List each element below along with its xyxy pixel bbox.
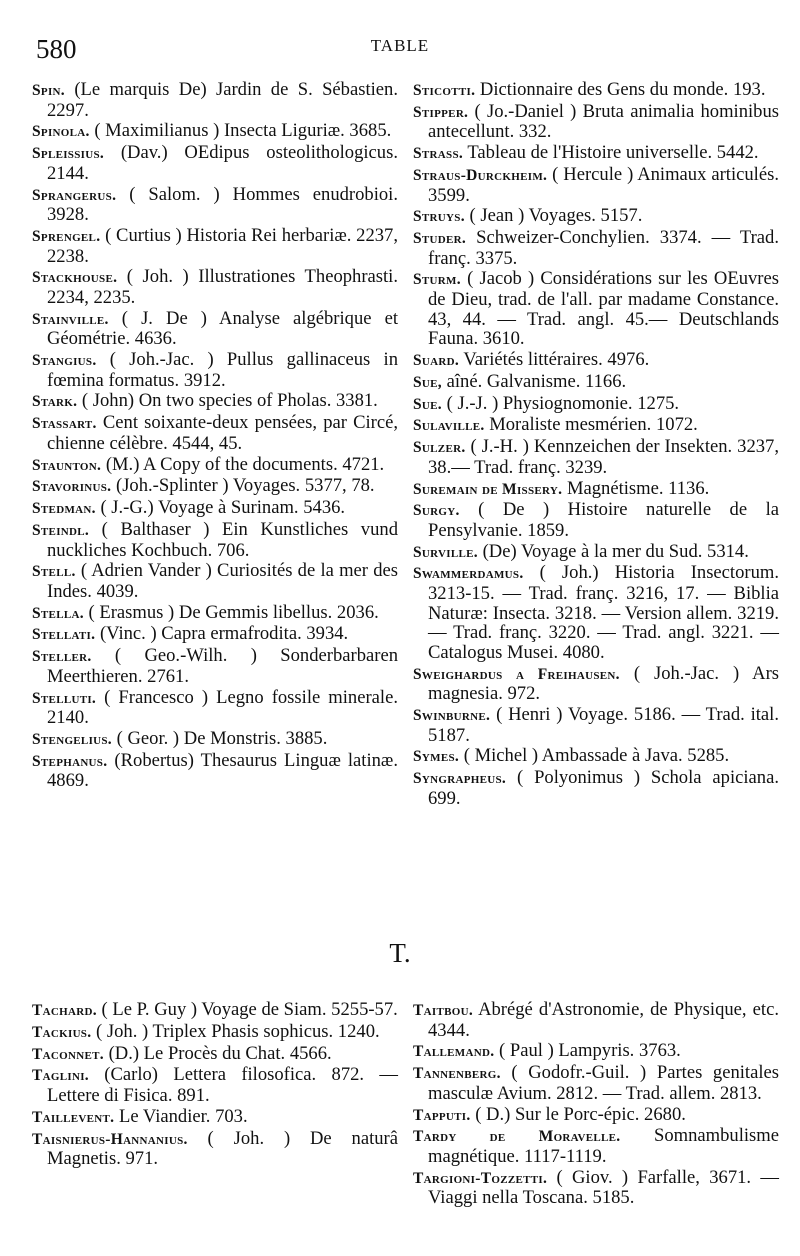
entry-headword: Tapputi. bbox=[413, 1106, 471, 1124]
entry-headword: Tachard. bbox=[32, 1002, 97, 1019]
column-bottom-left bbox=[32, 1000, 398, 1170]
index-entry bbox=[32, 185, 398, 225]
entry-text: ( Le P. Guy ) Voyage de Siam. 5255-57. bbox=[96, 999, 398, 1020]
entry-text: ( Curtius ) Historia Rei herbariæ. 2237, 2238. bbox=[47, 224, 398, 267]
index-entry bbox=[413, 563, 779, 662]
entry-headword: Steindl. bbox=[32, 521, 90, 539]
entry-headword: Sturm. bbox=[413, 271, 461, 289]
entry-text: ( Jean ) Voyages. 5157. bbox=[464, 205, 643, 227]
index-entry bbox=[32, 1129, 398, 1169]
entry-headword: Stackhouse. bbox=[32, 269, 118, 287]
entry-text: ( Joh. ) Triplex Phasis sophicus. 1240. bbox=[91, 1020, 380, 1042]
index-entry bbox=[413, 500, 779, 540]
entry-text: ( Giov. ) Farfalle, 3671. — Viaggi nella Toscana. 5185. bbox=[428, 1166, 779, 1209]
entry-text: ( Henri ) Voyage. 5186. — Trad. ital. 5187. bbox=[428, 704, 779, 746]
index-entry bbox=[413, 437, 779, 477]
entry-headword: Tackius. bbox=[32, 1023, 92, 1041]
index-entry bbox=[413, 746, 779, 767]
index-entry bbox=[413, 1000, 779, 1040]
entry-headword: Stellati. bbox=[32, 626, 96, 644]
index-entry bbox=[413, 206, 779, 227]
index-entry bbox=[32, 646, 398, 686]
index-entry bbox=[32, 267, 398, 307]
index-entry bbox=[32, 455, 398, 476]
entry-text: ( Jacob ) Considérations sur les OEuvres de Dieu, trad. de l'all. par madame Constance. 43, 44. — Trad. angl. 45.— Deutschlands Fauna. 3610. bbox=[428, 268, 779, 350]
entry-headword: Sulaville. bbox=[413, 417, 485, 435]
entry-text: ( Michel ) Ambassade à Java. 5285. bbox=[459, 745, 730, 767]
entry-text: ( Paul ) Lampyris. 3763. bbox=[494, 1040, 681, 1062]
entry-headword: Stelluti. bbox=[32, 689, 97, 707]
entry-text: ( Joh. ) De naturâ Magnetis. 971. bbox=[47, 1127, 398, 1170]
entry-text: ( Adrien Vander ) Curiosités de la mer des Indes. 4039. bbox=[47, 560, 398, 602]
entry-text: (Dav.) OEdipus osteolithologicus. 2144. bbox=[47, 142, 398, 184]
entry-headword: Taitbou. bbox=[413, 1002, 474, 1019]
index-entry bbox=[413, 1063, 779, 1103]
entry-text: ( Geo.-Wilh. ) Sonderbarbaren Meerthieren. 2761. bbox=[47, 645, 398, 687]
entry-text: Dictionnaire des Gens du monde. 193. bbox=[475, 79, 766, 100]
column-bottom-right bbox=[413, 1000, 779, 1209]
index-entry bbox=[413, 165, 779, 205]
entry-headword: Surville. bbox=[413, 543, 478, 561]
entry-text: (Le marquis De) Jardin de S. Sébastien. 2297. bbox=[47, 79, 398, 121]
index-entry bbox=[32, 1065, 398, 1105]
entry-text: Tableau de l'Histoire universelle. 5442. bbox=[463, 142, 759, 164]
index-entry bbox=[32, 729, 398, 750]
entry-text: ( Joh.-Jac. ) Ars magnesia. 972. bbox=[428, 662, 780, 705]
entry-headword: Stella. bbox=[32, 604, 84, 622]
index-entry bbox=[413, 372, 779, 393]
entry-text: ( Balthaser ) Ein Kunstliches vund nuckliches Kochbuch. 706. bbox=[47, 518, 398, 561]
index-entry bbox=[32, 413, 398, 453]
index-entry bbox=[32, 1107, 398, 1128]
index-entry bbox=[413, 542, 779, 563]
entry-headword: Swammerdamus. bbox=[413, 565, 524, 583]
entry-text: Variétés littéraires. 4976. bbox=[459, 349, 650, 371]
entry-headword: Strass. bbox=[413, 145, 464, 163]
index-entry bbox=[32, 624, 398, 645]
entry-headword: Symes. bbox=[413, 748, 460, 766]
index-entry bbox=[413, 415, 779, 436]
entry-text: Abrégé d'Astronomie, de Physique, etc. 4344. bbox=[428, 999, 779, 1041]
index-entry bbox=[32, 350, 398, 390]
entry-text: (Vinc. ) Capra ermafrodita. 3934. bbox=[95, 623, 349, 645]
index-entry bbox=[32, 1000, 398, 1021]
entry-headword: Stainville. bbox=[32, 310, 109, 328]
entry-text: Somnambulisme magnétique. 1117-1119. bbox=[428, 1125, 780, 1167]
index-entry bbox=[32, 1022, 398, 1043]
entry-headword: Stell. bbox=[32, 563, 76, 581]
index-entry bbox=[32, 751, 398, 791]
entry-headword: Staunton. bbox=[32, 456, 102, 474]
index-entry bbox=[32, 391, 398, 412]
entry-headword: Spinola. bbox=[32, 123, 90, 141]
index-entry bbox=[32, 688, 398, 728]
entry-text: ( J.-H. ) Kennzeichen der Insekten. 3237, 38.— Trad. franç. 3239. bbox=[428, 436, 779, 478]
entry-headword: Spleissius. bbox=[32, 145, 105, 163]
index-entry bbox=[32, 498, 398, 519]
entry-headword: Surgy. bbox=[413, 502, 460, 520]
entry-text: ( Polyonimus ) Schola apiciana. 699. bbox=[428, 767, 779, 809]
index-entry bbox=[413, 269, 779, 348]
entry-headword: Sweighardus a Freihausen. bbox=[413, 665, 620, 683]
index-entry bbox=[32, 121, 398, 142]
entry-text: ( Salom. ) Hommes enudrobioi. 3928. bbox=[47, 183, 398, 226]
entry-headword: Sulzer. bbox=[413, 439, 466, 457]
index-entry bbox=[413, 143, 779, 164]
index-entry bbox=[413, 102, 779, 142]
entry-text: (D.) Le Procès du Chat. 4566. bbox=[103, 1042, 332, 1064]
index-entry bbox=[32, 309, 398, 349]
entry-headword: Straus-Durckheim. bbox=[413, 166, 548, 184]
entry-text: (Robertus) Thesaurus Linguæ latinæ. 4869. bbox=[47, 749, 398, 792]
entry-headword: Struys. bbox=[413, 208, 465, 226]
entry-headword: Syngrapheus. bbox=[413, 770, 507, 788]
entry-headword: Sticotti. bbox=[413, 82, 476, 99]
index-entry bbox=[32, 561, 398, 601]
entry-text: ( J.-J. ) Physiognomonie. 1275. bbox=[441, 392, 680, 414]
entry-text: aîné. Galvanisme. 1166. bbox=[441, 370, 627, 392]
entry-headword: Steller. bbox=[32, 648, 92, 666]
entry-text: Schweizer-Conchylien. 3374. — Trad. franç. 3375. bbox=[428, 227, 779, 269]
entry-text: ( Geor. ) De Monstris. 3885. bbox=[112, 727, 328, 749]
section-letter: T. bbox=[389, 938, 411, 968]
entry-text: ( Hercule ) Animaux articulés. 3599. bbox=[428, 163, 779, 206]
index-entry bbox=[413, 705, 779, 745]
entry-text: ( J.-G.) Voyage à Surinam. 5436. bbox=[95, 497, 346, 519]
entry-text: ( Godofr.-Guil. ) Partes genitales masculæ Avium. 2812. — Trad. allem. 2813. bbox=[428, 1062, 779, 1104]
entry-headword: Stark. bbox=[32, 393, 78, 411]
entry-text: ( Maximilianus ) Insecta Liguriæ. 3685. bbox=[89, 120, 392, 142]
entry-text: ( Joh.) Historia Insectorum. 3213-15. — Trad. franç. 3216, 17. — Biblia Naturæ: Insecta. 3218. — Version allem. 3219. — Trad. franç. 3220. — Trad. angl. 3221. — Catalogus Musei. 4080. bbox=[428, 562, 779, 663]
index-entry bbox=[32, 476, 398, 497]
entry-text: ( Erasmus ) De Gemmis libellus. 2036. bbox=[83, 601, 379, 623]
index-entry bbox=[413, 1041, 779, 1062]
index-entry bbox=[413, 479, 779, 500]
entry-headword: Stephanus. bbox=[32, 752, 108, 770]
entry-headword: Taconnet. bbox=[32, 1045, 104, 1063]
entry-text: Moraliste mesmérien. 1072. bbox=[484, 414, 698, 436]
entry-text: ( Francesco ) Legno fossile minerale. 2140. bbox=[47, 686, 398, 729]
entry-text: Magnétisme. 1136. bbox=[562, 477, 710, 499]
index-entry bbox=[32, 520, 398, 560]
entry-headword: Stassart. bbox=[32, 415, 97, 433]
entry-headword: Spin. bbox=[32, 82, 65, 99]
entry-headword: Stangius. bbox=[32, 352, 97, 370]
entry-text: Cent soixante-deux pensées, par Circé, chienne célèbre. 4544, 45. bbox=[47, 412, 398, 454]
entry-text: ( Joh. ) Illustrationes Theophrasti. 2234, 2235. bbox=[47, 266, 398, 308]
index-entry bbox=[32, 80, 398, 120]
entry-headword: Taisnierus-Hannanius. bbox=[32, 1130, 188, 1148]
entry-headword: Swinburne. bbox=[413, 707, 491, 724]
entry-text: ( John) On two species of Pholas. 3381. bbox=[77, 390, 378, 412]
column-top-left bbox=[32, 80, 398, 792]
index-entry bbox=[413, 768, 779, 808]
entry-text: ( J. De ) Analyse algébrique et Géométrie. 4636. bbox=[47, 307, 398, 350]
entry-headword: Suard. bbox=[413, 352, 460, 370]
entry-headword: Stengelius. bbox=[32, 730, 112, 748]
entry-text: ( Joh.-Jac. ) Pullus gallinaceus in fœmina formatus. 3912. bbox=[47, 349, 398, 391]
index-entry bbox=[32, 603, 398, 624]
entry-headword: Sue, bbox=[413, 373, 442, 391]
index-entry bbox=[32, 143, 398, 183]
index-entry bbox=[413, 394, 779, 415]
running-head: TABLE bbox=[370, 36, 430, 55]
entry-text: (M.) A Copy of the documents. 4721. bbox=[101, 453, 385, 475]
column-top-right bbox=[413, 80, 779, 810]
index-entry bbox=[413, 1105, 779, 1126]
index-entry bbox=[413, 228, 779, 268]
entry-text: (De) Voyage à la mer du Sud. 5314. bbox=[477, 540, 749, 562]
entry-headword: Tardy de Moravelle. bbox=[413, 1128, 621, 1146]
index-entry bbox=[413, 664, 779, 704]
entry-headword: Sue. bbox=[413, 395, 442, 413]
index-entry bbox=[32, 1044, 398, 1065]
entry-text: (Carlo) Lettera filosofica. 872. — Lettere di Fisica. 891. bbox=[47, 1064, 398, 1106]
entry-headword: Taglini. bbox=[32, 1067, 89, 1085]
entry-headword: Sprengel. bbox=[32, 227, 101, 245]
entry-headword: Stedman. bbox=[32, 500, 96, 518]
entry-headword: Tannenberg. bbox=[413, 1065, 501, 1083]
entry-headword: Sprangerus. bbox=[32, 186, 117, 204]
entry-headword: Targioni-Tozzetti. bbox=[413, 1169, 548, 1187]
index-entry bbox=[413, 350, 779, 371]
entry-headword: Suremain de Missery. bbox=[413, 480, 563, 498]
entry-headword: Stipper. bbox=[413, 103, 469, 121]
index-entry bbox=[32, 226, 398, 266]
index-entry bbox=[413, 1168, 779, 1208]
entry-headword: Tallemand. bbox=[413, 1043, 495, 1061]
index-entry bbox=[413, 80, 779, 101]
entry-text: (Joh.-Splinter ) Voyages. 5377, 78. bbox=[111, 475, 375, 497]
entry-headword: Studer. bbox=[413, 230, 467, 248]
index-entry bbox=[413, 1126, 779, 1166]
entry-text: ( D.) Sur le Porc-épic. 2680. bbox=[470, 1103, 686, 1125]
entry-text: ( De ) Histoire naturelle de la Pensylvanie. 1859. bbox=[428, 499, 779, 541]
entry-text: ( Jo.-Daniel ) Bruta animalia hominibus antecellunt. 332. bbox=[428, 100, 779, 143]
entry-headword: Stavorinus. bbox=[32, 478, 112, 496]
page-number: 580 bbox=[36, 34, 77, 64]
entry-headword: Taillevent. bbox=[32, 1108, 115, 1126]
entry-text: Le Viandier. 703. bbox=[114, 1105, 248, 1127]
